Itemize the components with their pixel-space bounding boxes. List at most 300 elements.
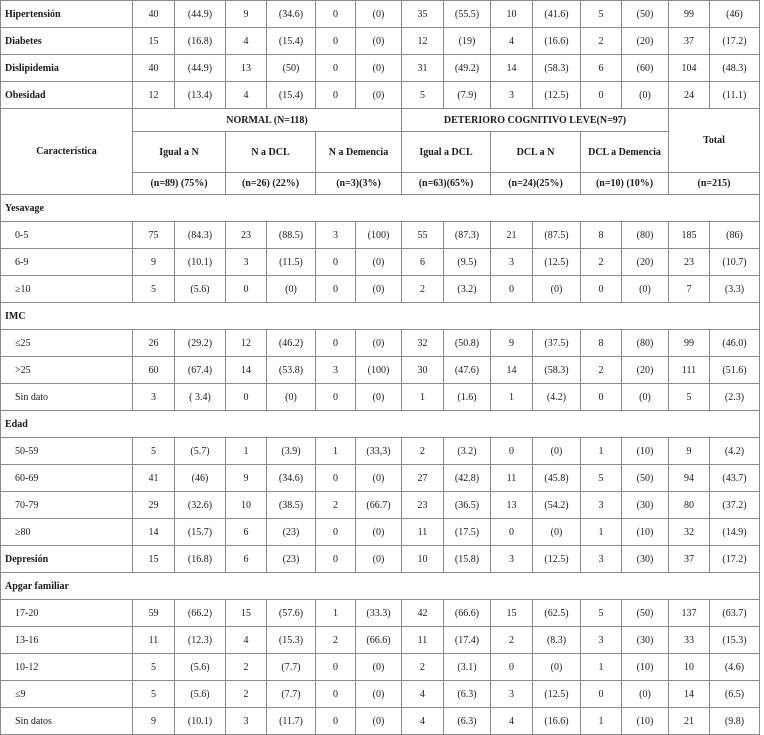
cell: (50.8) [444, 330, 491, 357]
cell: 2 [402, 438, 444, 465]
cell: (38.5) [267, 492, 316, 519]
cell: 14 [226, 357, 267, 384]
cell: (43.7) [710, 465, 760, 492]
cell: 4 [491, 708, 533, 735]
cell: (12.5) [533, 249, 581, 276]
cell: (17.2) [710, 546, 760, 573]
table-row [1, 82, 760, 109]
cell: (58.3) [533, 357, 581, 384]
cell: (44.9) [175, 55, 226, 82]
cell: 5 [581, 465, 622, 492]
cell: 94 [669, 465, 710, 492]
cell: 27 [402, 465, 444, 492]
cell: 1 [316, 600, 356, 627]
cell: (20) [622, 28, 669, 55]
cell: 3 [581, 546, 622, 573]
cell: 55 [402, 222, 444, 249]
cell: 0 [491, 438, 533, 465]
cell: (6.3) [444, 708, 491, 735]
cell: 5 [133, 681, 175, 708]
cell: 3 [581, 627, 622, 654]
cell: (34.6) [267, 465, 316, 492]
cell: 4 [226, 28, 267, 55]
cell: 3 [316, 357, 356, 384]
cell: 41 [133, 465, 175, 492]
cell: (88.5) [267, 222, 316, 249]
cell: 2 [402, 654, 444, 681]
cell: (51.6) [710, 357, 760, 384]
cell: 5 [581, 600, 622, 627]
cell: (23) [267, 546, 316, 573]
cell: 8 [581, 330, 622, 357]
cell: 15 [491, 600, 533, 627]
cell: 1 [581, 519, 622, 546]
cell: (11.5) [267, 249, 316, 276]
cell: (15.7) [175, 519, 226, 546]
cell: 23 [226, 222, 267, 249]
cell: (57.6) [267, 600, 316, 627]
cell: (15.3) [267, 627, 316, 654]
cell: 4 [402, 681, 444, 708]
cell: (37.2) [710, 492, 760, 519]
section-filler [133, 303, 760, 330]
cell: (49.2) [444, 55, 491, 82]
cell: (20) [622, 357, 669, 384]
cell: (17.4) [444, 627, 491, 654]
cell: (0) [356, 519, 402, 546]
cell: (4.6) [710, 654, 760, 681]
cell: (12.5) [533, 681, 581, 708]
cell: (0) [356, 249, 402, 276]
cell: 6 [226, 546, 267, 573]
cell: 2 [491, 627, 533, 654]
cell: (16.8) [175, 28, 226, 55]
cell: 3 [226, 708, 267, 735]
cell: 11 [491, 465, 533, 492]
table-row [1, 654, 760, 681]
cell: (0) [356, 654, 402, 681]
section-header-row [1, 573, 760, 600]
header-caracteristica: Característica [1, 109, 133, 195]
cell: 35 [402, 1, 444, 28]
header-subgroup: DCL a N [491, 132, 581, 173]
cell: 9 [133, 708, 175, 735]
cell: (0) [356, 465, 402, 492]
cell: (15.8) [444, 546, 491, 573]
cell: (14.9) [710, 519, 760, 546]
cell: 0 [316, 681, 356, 708]
cell: (0) [533, 438, 581, 465]
cell: (23) [267, 519, 316, 546]
table-row [1, 357, 760, 384]
table-row [1, 384, 760, 411]
cell: 5 [133, 654, 175, 681]
cell: (66.6) [444, 600, 491, 627]
cell: 1 [226, 438, 267, 465]
section-filler [133, 411, 760, 438]
cell: 2 [581, 28, 622, 55]
cell: (84.3) [175, 222, 226, 249]
cell: (0) [533, 276, 581, 303]
row-label: 70-79 [1, 492, 133, 519]
cell: 14 [133, 519, 175, 546]
row-label: Dislipidemia [1, 55, 133, 82]
cell: 0 [226, 276, 267, 303]
cell: 1 [581, 654, 622, 681]
cell: (0) [356, 330, 402, 357]
cell: 37 [669, 546, 710, 573]
cell: 3 [491, 249, 533, 276]
cell: 32 [402, 330, 444, 357]
cell: (41.6) [533, 1, 581, 28]
row-label: ≥80 [1, 519, 133, 546]
cell: 5 [669, 384, 710, 411]
cell: (12.3) [175, 627, 226, 654]
cell: (0) [622, 681, 669, 708]
cell: 11 [402, 627, 444, 654]
cell: (8.3) [533, 627, 581, 654]
cell: 3 [316, 222, 356, 249]
header-normal: NORMAL (N=118) [133, 109, 402, 132]
cell: (0) [356, 28, 402, 55]
header-count: (n=63)(65%) [402, 173, 491, 195]
cell: 0 [316, 330, 356, 357]
cell: 0 [226, 384, 267, 411]
cell: (19) [444, 28, 491, 55]
cell: 4 [402, 708, 444, 735]
cell: 0 [316, 654, 356, 681]
row-label: 50-59 [1, 438, 133, 465]
cell: (4.2) [533, 384, 581, 411]
cell: 32 [669, 519, 710, 546]
row-label: >25 [1, 357, 133, 384]
cell: (0) [356, 55, 402, 82]
cell: 10 [402, 546, 444, 573]
cell: 0 [581, 681, 622, 708]
cell: 24 [669, 82, 710, 109]
cell: 21 [669, 708, 710, 735]
header-count: (n=215) [669, 173, 760, 195]
cell: 0 [316, 546, 356, 573]
cell: (32.6) [175, 492, 226, 519]
cell: 9 [226, 465, 267, 492]
cell: (5.6) [175, 654, 226, 681]
cell: (10) [622, 519, 669, 546]
cell: 0 [581, 82, 622, 109]
cell: (10.7) [710, 249, 760, 276]
cell: (0) [356, 82, 402, 109]
cell: (15.4) [267, 28, 316, 55]
cell: 9 [669, 438, 710, 465]
row-label: ≤25 [1, 330, 133, 357]
cell: 37 [669, 28, 710, 55]
cell: 2 [581, 249, 622, 276]
cell: (67.4) [175, 357, 226, 384]
cell: (0) [356, 708, 402, 735]
cell: 14 [491, 55, 533, 82]
cell: 13 [491, 492, 533, 519]
table-row [1, 492, 760, 519]
section-title: Depresión [1, 546, 133, 573]
cell: 5 [133, 438, 175, 465]
row-label: 60-69 [1, 465, 133, 492]
cell: (66.6) [356, 627, 402, 654]
cell: 0 [316, 82, 356, 109]
cell: 1 [581, 438, 622, 465]
cell: (30) [622, 627, 669, 654]
cell: (11.7) [267, 708, 316, 735]
cell: (47.6) [444, 357, 491, 384]
cell: 5 [581, 1, 622, 28]
cell: (34.6) [267, 1, 316, 28]
section-header-row [1, 303, 760, 330]
cell: (46.0) [710, 330, 760, 357]
cell: (5.6) [175, 681, 226, 708]
cell: (13.4) [175, 82, 226, 109]
cell: 30 [402, 357, 444, 384]
cell: (80) [622, 222, 669, 249]
cell: (3.2) [444, 438, 491, 465]
cell: (1.6) [444, 384, 491, 411]
cell: (17.2) [710, 28, 760, 55]
table-row [1, 438, 760, 465]
cell: (9.5) [444, 249, 491, 276]
cell: 11 [402, 519, 444, 546]
cell: ( 3.4) [175, 384, 226, 411]
cell: (37.5) [533, 330, 581, 357]
cell: (30) [622, 546, 669, 573]
cell: 1 [581, 708, 622, 735]
cell: 7 [669, 276, 710, 303]
cell: 2 [316, 492, 356, 519]
table-row [1, 276, 760, 303]
table-row [1, 708, 760, 735]
cell: 9 [226, 1, 267, 28]
cell: (0) [622, 384, 669, 411]
cell: 0 [581, 384, 622, 411]
cell: 1 [491, 384, 533, 411]
cell: (87.5) [533, 222, 581, 249]
cell: (50) [622, 465, 669, 492]
cell: 33 [669, 627, 710, 654]
cell: (6.3) [444, 681, 491, 708]
cell: 59 [133, 600, 175, 627]
cell: (20) [622, 249, 669, 276]
cell: (16.6) [533, 708, 581, 735]
cell: (29.2) [175, 330, 226, 357]
cell: 111 [669, 357, 710, 384]
cell: 99 [669, 330, 710, 357]
cell: (50) [622, 1, 669, 28]
cell: 6 [581, 55, 622, 82]
cell: (0) [267, 276, 316, 303]
cell: 26 [133, 330, 175, 357]
cell: 11 [133, 627, 175, 654]
row-label: Obesidad [1, 82, 133, 109]
table-row [1, 55, 760, 82]
cell: (33,3) [356, 438, 402, 465]
section-filler [133, 195, 760, 222]
cell: 137 [669, 600, 710, 627]
cell: (87.3) [444, 222, 491, 249]
cell: 3 [581, 492, 622, 519]
table-row [1, 330, 760, 357]
cell: 2 [581, 357, 622, 384]
header-count: (n=3)(3%) [316, 173, 402, 195]
cell: (66.7) [356, 492, 402, 519]
cell: 10 [226, 492, 267, 519]
cell: 40 [133, 55, 175, 82]
cell: (10.1) [175, 249, 226, 276]
header-count: (n=10) (10%) [581, 173, 669, 195]
cell: (16.8) [175, 546, 226, 573]
cell: (62.5) [533, 600, 581, 627]
cell: 75 [133, 222, 175, 249]
cell: (46.2) [267, 330, 316, 357]
cell: (5.7) [175, 438, 226, 465]
row-label: Sin datos [1, 708, 133, 735]
cell: 3 [226, 249, 267, 276]
section-title: Edad [1, 411, 133, 438]
section-header-row [1, 411, 760, 438]
cell: (0) [356, 276, 402, 303]
cell: 29 [133, 492, 175, 519]
row-label: Hipertensión [1, 1, 133, 28]
cell: (15.4) [267, 82, 316, 109]
cell: 21 [491, 222, 533, 249]
cell: 2 [226, 681, 267, 708]
cell: 99 [669, 1, 710, 28]
cell: (86) [710, 222, 760, 249]
cell: (10) [622, 654, 669, 681]
cell: (15.3) [710, 627, 760, 654]
cell: 0 [491, 519, 533, 546]
cell: (33.3) [356, 600, 402, 627]
table-row [1, 519, 760, 546]
cell: 15 [226, 600, 267, 627]
cell: 3 [491, 681, 533, 708]
cell: (10) [622, 708, 669, 735]
cell: (3.2) [444, 276, 491, 303]
cell: 42 [402, 600, 444, 627]
cell: 0 [316, 249, 356, 276]
header-row-groups [1, 109, 760, 132]
cell: 0 [316, 708, 356, 735]
cell: 23 [402, 492, 444, 519]
cell: (5.6) [175, 276, 226, 303]
cell: 185 [669, 222, 710, 249]
table-row [1, 465, 760, 492]
cell: 13 [226, 55, 267, 82]
row-label: Sin dato [1, 384, 133, 411]
cell: 12 [226, 330, 267, 357]
cell: 0 [491, 654, 533, 681]
cell: (42.8) [444, 465, 491, 492]
cell: 5 [133, 276, 175, 303]
cell: (6.5) [710, 681, 760, 708]
table-row [1, 600, 760, 627]
cell: 0 [491, 276, 533, 303]
cell: (3.3) [710, 276, 760, 303]
cell: 10 [669, 654, 710, 681]
cell: 104 [669, 55, 710, 82]
cell: (55.5) [444, 1, 491, 28]
cell: (10) [622, 438, 669, 465]
cell: (2.3) [710, 384, 760, 411]
cell: (7.7) [267, 654, 316, 681]
cell: (46) [175, 465, 226, 492]
section-filler [133, 573, 760, 600]
cell: (0) [356, 384, 402, 411]
cell: 12 [133, 82, 175, 109]
cell: 31 [402, 55, 444, 82]
header-subgroup: Igual a DCL [402, 132, 491, 173]
cell: (17.5) [444, 519, 491, 546]
table-row [1, 249, 760, 276]
cell: 15 [133, 28, 175, 55]
header-count: (n=89) (75%) [133, 173, 226, 195]
cell: 2 [226, 654, 267, 681]
cell: 4 [226, 82, 267, 109]
row-label: 10-12 [1, 654, 133, 681]
section-header-row [1, 195, 760, 222]
header-subgroup: DCL a Demencia [581, 132, 669, 173]
cell: (4.2) [710, 438, 760, 465]
cell: (80) [622, 330, 669, 357]
row-label: 6-9 [1, 249, 133, 276]
cell: (3.1) [444, 654, 491, 681]
row-label: ≤9 [1, 681, 133, 708]
cell: 0 [316, 276, 356, 303]
cell: 8 [581, 222, 622, 249]
cell: (0) [356, 1, 402, 28]
cell: 10 [491, 1, 533, 28]
table-row [1, 222, 760, 249]
cell: (100) [356, 357, 402, 384]
table-row [1, 1, 760, 28]
cell: 4 [226, 627, 267, 654]
cell: 9 [133, 249, 175, 276]
cell: (54.2) [533, 492, 581, 519]
cell: (0) [356, 681, 402, 708]
table-row [1, 681, 760, 708]
cell: (11.1) [710, 82, 760, 109]
cell: (30) [622, 492, 669, 519]
row-label: 0-5 [1, 222, 133, 249]
cell: 80 [669, 492, 710, 519]
cell: 0 [581, 276, 622, 303]
cell: 1 [402, 384, 444, 411]
cell: 6 [402, 249, 444, 276]
cell: 3 [491, 546, 533, 573]
cell: (63.7) [710, 600, 760, 627]
section-title: IMC [1, 303, 133, 330]
cell: 0 [316, 1, 356, 28]
header-subgroup: Igual a N [133, 132, 226, 173]
cell: (66.2) [175, 600, 226, 627]
header-total: Total [669, 109, 760, 173]
header-deterioro: DETERIORO COGNITIVO LEVE(N=97) [402, 109, 669, 132]
table-row [1, 627, 760, 654]
cell: (36.5) [444, 492, 491, 519]
cell: 2 [402, 276, 444, 303]
cell: (0) [622, 82, 669, 109]
cell: (48.3) [710, 55, 760, 82]
cell: (0) [267, 384, 316, 411]
cell: 14 [669, 681, 710, 708]
header-subgroup: N a Demencia [316, 132, 402, 173]
row-label: 17-20 [1, 600, 133, 627]
